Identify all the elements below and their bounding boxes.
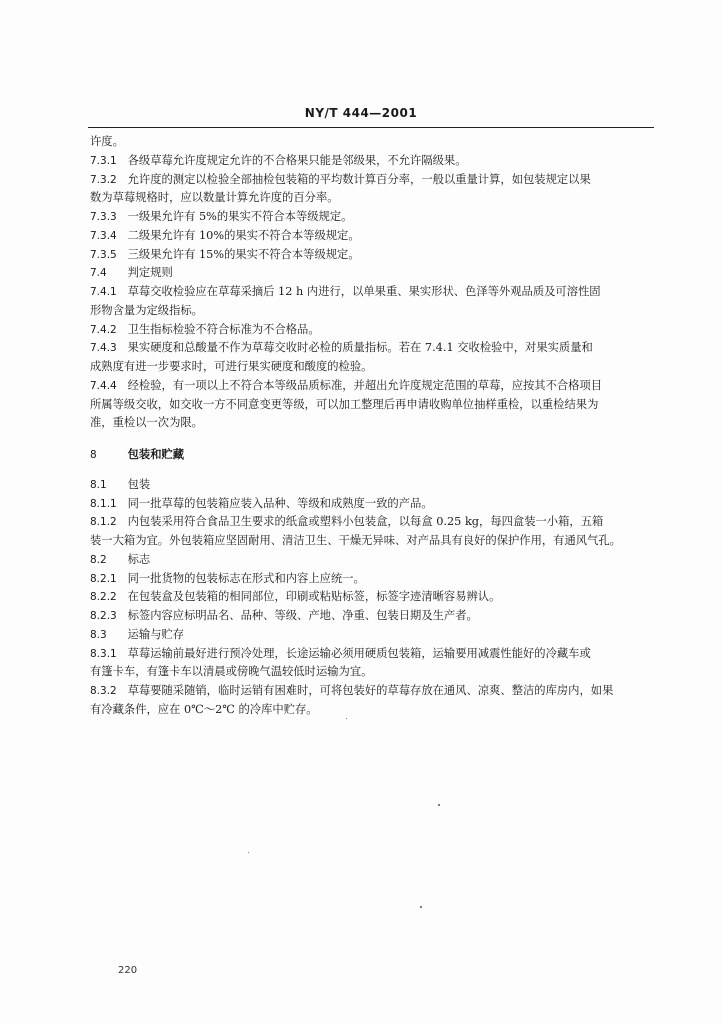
- clause-7-3-4: [90, 227, 656, 246]
- clause-text: 各级草莓允许度规定允许的不合格果只能是邻级果，不允许隔级果。: [127, 153, 467, 167]
- clause-text: 同一批货物的包装标志在形式和内容上应统一。: [127, 571, 365, 585]
- document-body: [90, 133, 656, 720]
- standard-code-header: NY/T 444—2001: [304, 106, 418, 120]
- clause-number: 7.4.4: [90, 379, 117, 392]
- clause-7-3-2: [90, 171, 656, 190]
- section-heading: 包装: [127, 477, 151, 491]
- text-line: [90, 133, 656, 152]
- clause-7-4-2: [90, 321, 656, 340]
- section-8-1-heading: [90, 476, 656, 495]
- clause-number: 8.3.2: [90, 685, 117, 697]
- clause-text: 草莓要随采随销，临时运销有困难时，可将包装好的草莓存放在通风、凉爽、整洁的库房内，如果: [127, 684, 614, 697]
- clause-text: 草莓交收检验应在草莓采摘后 12 h 内进行，以单果重、果实形状、色泽等外观品质及可溶性固: [127, 285, 601, 298]
- scan-speck: [346, 718, 347, 719]
- section-8-2-heading: [90, 551, 656, 570]
- clause-text: 形物含量为定级指标。: [90, 303, 203, 317]
- clause-number: 8.1.2: [90, 516, 117, 529]
- clause-8-3-1: [90, 645, 656, 664]
- clause-8-3-2: [90, 682, 656, 701]
- clause-text: 有冷藏条件，应在 0℃～2℃ 的冷库中贮存。: [90, 702, 318, 716]
- clause-number: 8.2.2: [90, 591, 117, 604]
- clause-text: 草莓运输前最好进行预冷处理，长途运输必须用硬质包装箱，运输要用减震性能好的冷藏车或: [127, 646, 591, 660]
- section-heading: 标志: [127, 552, 151, 566]
- clause-number: 8.3: [90, 628, 107, 641]
- clause-number: 7.3.5: [90, 248, 117, 261]
- clause-7-4-3: [90, 339, 656, 358]
- section-spacer: [90, 433, 656, 445]
- clause-7-3-2-continued: [90, 189, 656, 208]
- clause-7-3-3: [90, 208, 656, 227]
- clause-number: 7.3.3: [90, 211, 117, 223]
- clause-8-3-1-continued: [90, 663, 656, 682]
- chapter-number: 8: [90, 449, 97, 461]
- clause-7-4-4-continued: [90, 396, 656, 415]
- clause-8-2-2: [90, 588, 656, 607]
- scan-speck: [438, 804, 440, 806]
- section-8-3-heading: [90, 626, 656, 645]
- clause-7-3-5: [90, 246, 656, 265]
- clause-text: 内包装采用符合食品卫生要求的纸盒或塑料小包装盒，以每盒 0.25 kg，每四盒装一小箱，五箱: [127, 515, 604, 529]
- clause-8-1-2: [90, 513, 656, 532]
- clause-text: 在包装盒及包装箱的相同部位，印刷或粘贴标签，标签字迹清晰容易辨认。: [127, 590, 501, 604]
- section-7-4-heading: [90, 264, 656, 283]
- section-heading: 判定规则: [127, 266, 173, 280]
- clause-8-3-2-continued: [90, 701, 656, 720]
- header-divider: [88, 127, 654, 128]
- clause-7-4-3-continued: [90, 358, 656, 377]
- clause-text: 成熟度有进一步要求时，可进行果实硬度和酸度的检验。: [90, 360, 373, 373]
- clause-8-2-1: [90, 570, 656, 589]
- scan-speck: [420, 906, 422, 908]
- clause-number: 7.3.1: [90, 154, 117, 167]
- clause-number: 8.3.1: [90, 647, 117, 660]
- clause-8-1-2-continued: [90, 532, 656, 551]
- scan-speck: [248, 852, 249, 853]
- clause-7-3-1: [90, 152, 656, 171]
- clause-8-2-3: [90, 607, 656, 626]
- clause-text: 经检验，有一项以上不符合本等级品质标准，并超出允许度规定范围的草莓，应按其不合格项目: [127, 378, 603, 392]
- clause-text: 三级果允许有 15%的果实不符合本等级规定。: [127, 247, 360, 261]
- chapter-heading: 包装和贮藏: [127, 447, 185, 461]
- clause-text: 所属等级交收，如交收一方不同意变更等级，可以加工整理后再申请收购单位抽样重检，以重检结果为: [90, 397, 599, 411]
- section-heading: 运输与贮存: [127, 627, 185, 641]
- clause-number: 8.2.1: [90, 572, 117, 585]
- clause-number: 8.2.3: [90, 610, 117, 622]
- clause-text: 装一大箱为宜。外包装箱应坚固耐用、清洁卫生、干燥无异味、对产品具有良好的保护作用，有通风气孔。: [90, 534, 621, 547]
- clause-number: 7.3.4: [90, 229, 117, 242]
- clause-text: 准，重检以一次为限。: [90, 416, 203, 430]
- clause-number: 7.4: [90, 267, 107, 280]
- clause-text: 果实硬度和总酸量不作为草莓交收时必检的质量指标。若在 7.4.1 交收检验中，对果实质量和: [127, 341, 593, 355]
- clause-7-4-4-continued: [90, 414, 656, 433]
- clause-text: 标签内容应标明品名、品种、等级、产地、净重、包装日期及生产者。: [127, 609, 478, 622]
- clause-number: 8.1.1: [90, 497, 117, 510]
- clause-text: 二级果允许有 10%的果实不符合本等级规定。: [127, 228, 360, 242]
- clause-7-4-1: [90, 283, 656, 302]
- clause-number: 8.2: [90, 553, 107, 566]
- clause-8-1-1: [90, 495, 656, 514]
- section-spacer: [90, 464, 656, 476]
- clause-text: 卫生指标检验不符合标准为不合格品。: [127, 322, 320, 336]
- clause-text: 数为草莓规格时，应以数量计算允许度的百分率。: [90, 191, 339, 205]
- clause-text: 同一批草莓的包装箱应装入品种、等级和成熟度一致的产品。: [127, 496, 433, 510]
- paragraph-text: 许度。: [90, 135, 124, 148]
- clause-text: 一级果允许有 5%的果实不符合本等级规定。: [127, 210, 353, 223]
- clause-number: 7.4.1: [90, 286, 117, 298]
- clause-7-4-1-continued: [90, 302, 656, 321]
- clause-7-4-4: [90, 377, 656, 396]
- clause-number: 7.4.3: [90, 342, 117, 355]
- clause-text: 有篷卡车，有篷卡车以清晨或傍晚气温较低时运输为宜。: [90, 665, 373, 679]
- clause-number: 7.4.2: [90, 323, 117, 336]
- page-number: 220: [118, 965, 138, 976]
- clause-number: 8.1: [90, 478, 107, 491]
- clause-number: 7.3.2: [90, 173, 117, 186]
- clause-text: 允许度的测定以检验全部抽检包装箱的平均数计算百分率，一般以重量计算，如包装规定以果: [127, 172, 591, 186]
- chapter-8-heading: [90, 445, 656, 464]
